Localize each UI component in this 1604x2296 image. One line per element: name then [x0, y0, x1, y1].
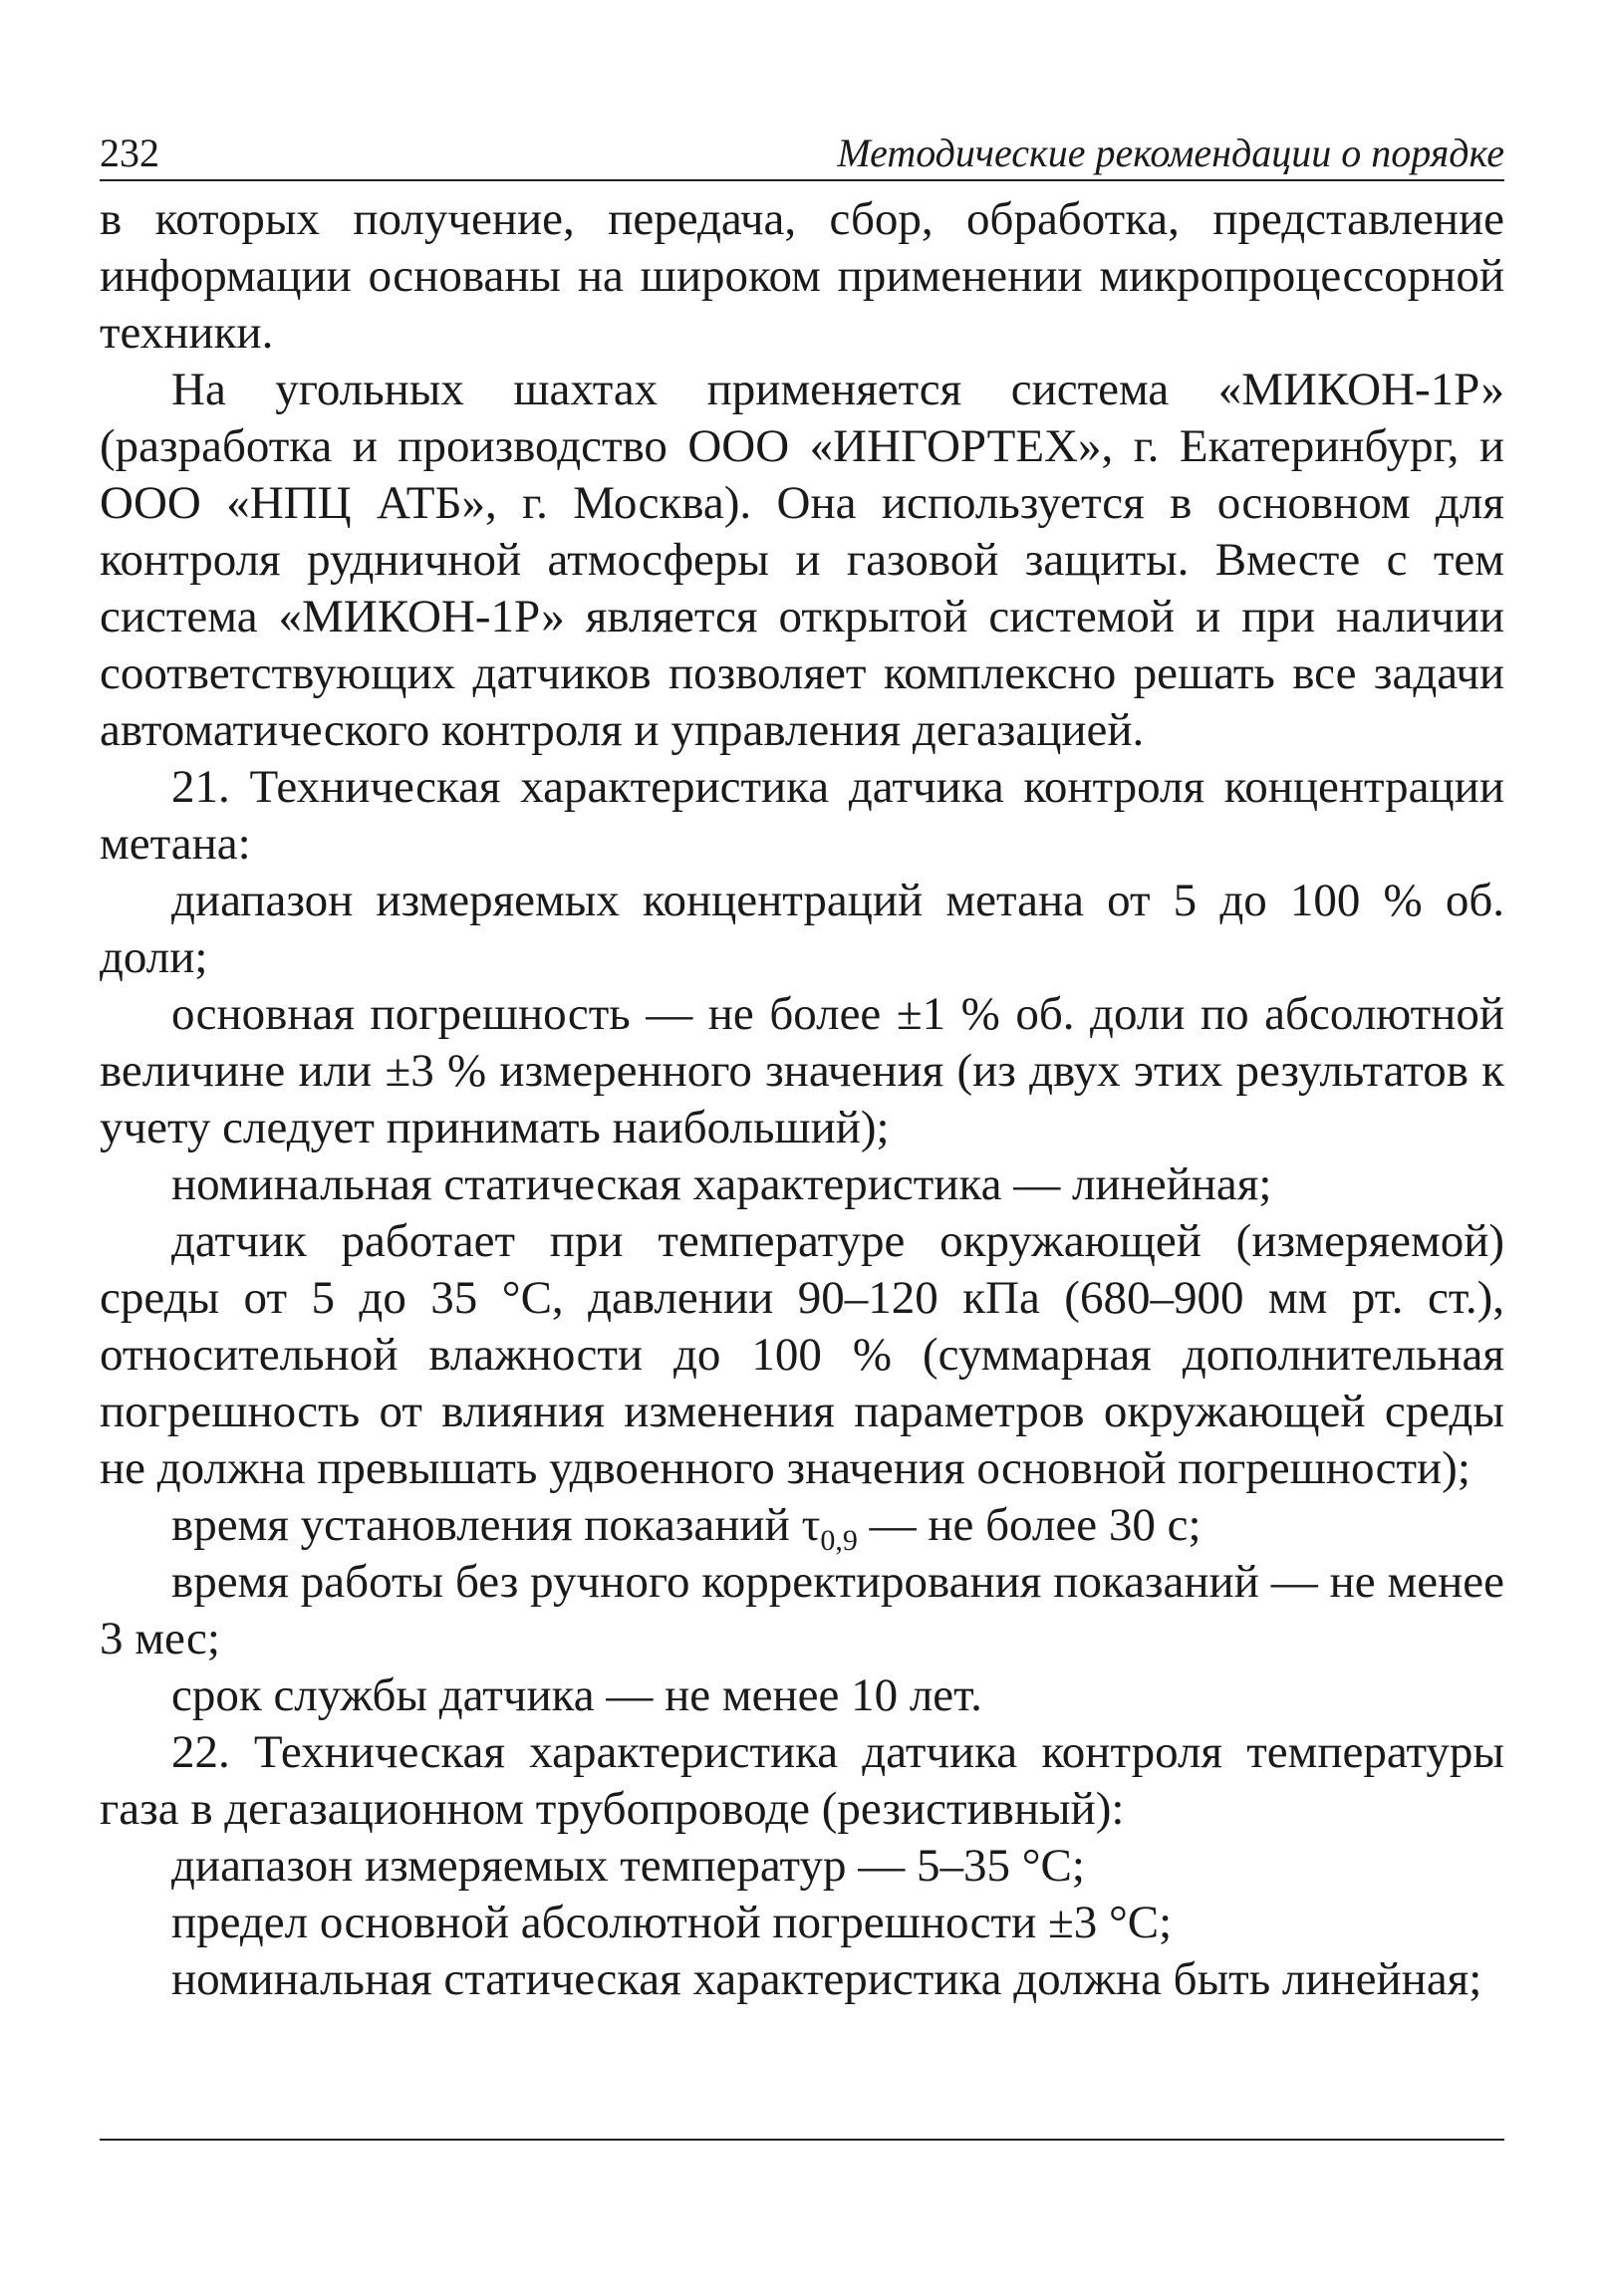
spec-item: предел основной абсолютной погрешности ±3 °С;	[171, 1897, 1173, 1948]
book-page	[100, 120, 1504, 2008]
paragraph-mikon-system: На угольных шахтах применяется система «МИКОН-1Р» (разработка и производство ООО «ИНГОРТЕХ», г. Екатеринбург, и ООО «НПЦ АТБ», г. Москва). Она используется в основном для контроля рудничной атмосферы и газовой защиты. Вместе с тем система «МИКОН-1Р» является открытой системой и при наличии соответствующих датчиков позволяет комплексно решать все задачи автоматического контроля и управления дегазацией.	[100, 364, 1504, 756]
running-title: Методические рекомендации о порядке	[837, 130, 1504, 175]
spec-item-response-time	[100, 1497, 1504, 1557]
subscript: 0,9	[820, 1524, 858, 1557]
spec-item: основная погрешность — не более ±1 % об. доли по абсолютной величине или ±3 % измеренного значения (из двух этих результатов к учету следует принимать наибольший);	[100, 988, 1504, 1153]
spec-item: диапазон измеряемых температур — 5–35 °С;	[171, 1840, 1085, 1892]
spec-item: датчик работает при температуре окружающей (измеряемой) среды от 5 до 35 °С, давлении 90–120 кПа (680–900 мм рт. ст.), относительной влажности до 100 % (суммарная дополнительная погрешность от влияния изменения параметров окружающей среды не должна превышать удвоенного значения основной погрешности);	[100, 1215, 1504, 1494]
section-21-heading: 21. Техническая характеристика датчика контроля концентрации метана:	[100, 761, 1504, 870]
spec-item: номинальная статическая характеристика должна быть линейная;	[171, 1953, 1482, 2005]
page-number: 232	[100, 130, 159, 175]
paragraph-continuation: в которых получение, передача, сбор, обработка, представление информации основаны на широком применении микропроцессорной техники.	[100, 193, 1504, 359]
spec-text: — не более 30 с;	[857, 1499, 1202, 1551]
spec-item: номинальная статическая характеристика — линейная;	[171, 1158, 1272, 1210]
page-header	[100, 120, 1504, 181]
spec-item: время работы без ручного корректирования показаний — не менее 3 мес;	[100, 1556, 1504, 1664]
spec-text: время установления показаний τ	[171, 1499, 821, 1551]
section-22-heading: 22. Техническая характеристика датчика контроля температуры газа в дегазационном трубопроводе (резистивный):	[100, 1726, 1504, 1835]
footer-rule	[100, 2139, 1504, 2141]
body-text	[100, 191, 1504, 2008]
spec-item: срок службы датчика — не менее 10 лет.	[171, 1669, 982, 1721]
spec-item: диапазон измеряемых концентраций метана от 5 до 100 % об. доли;	[100, 875, 1504, 983]
